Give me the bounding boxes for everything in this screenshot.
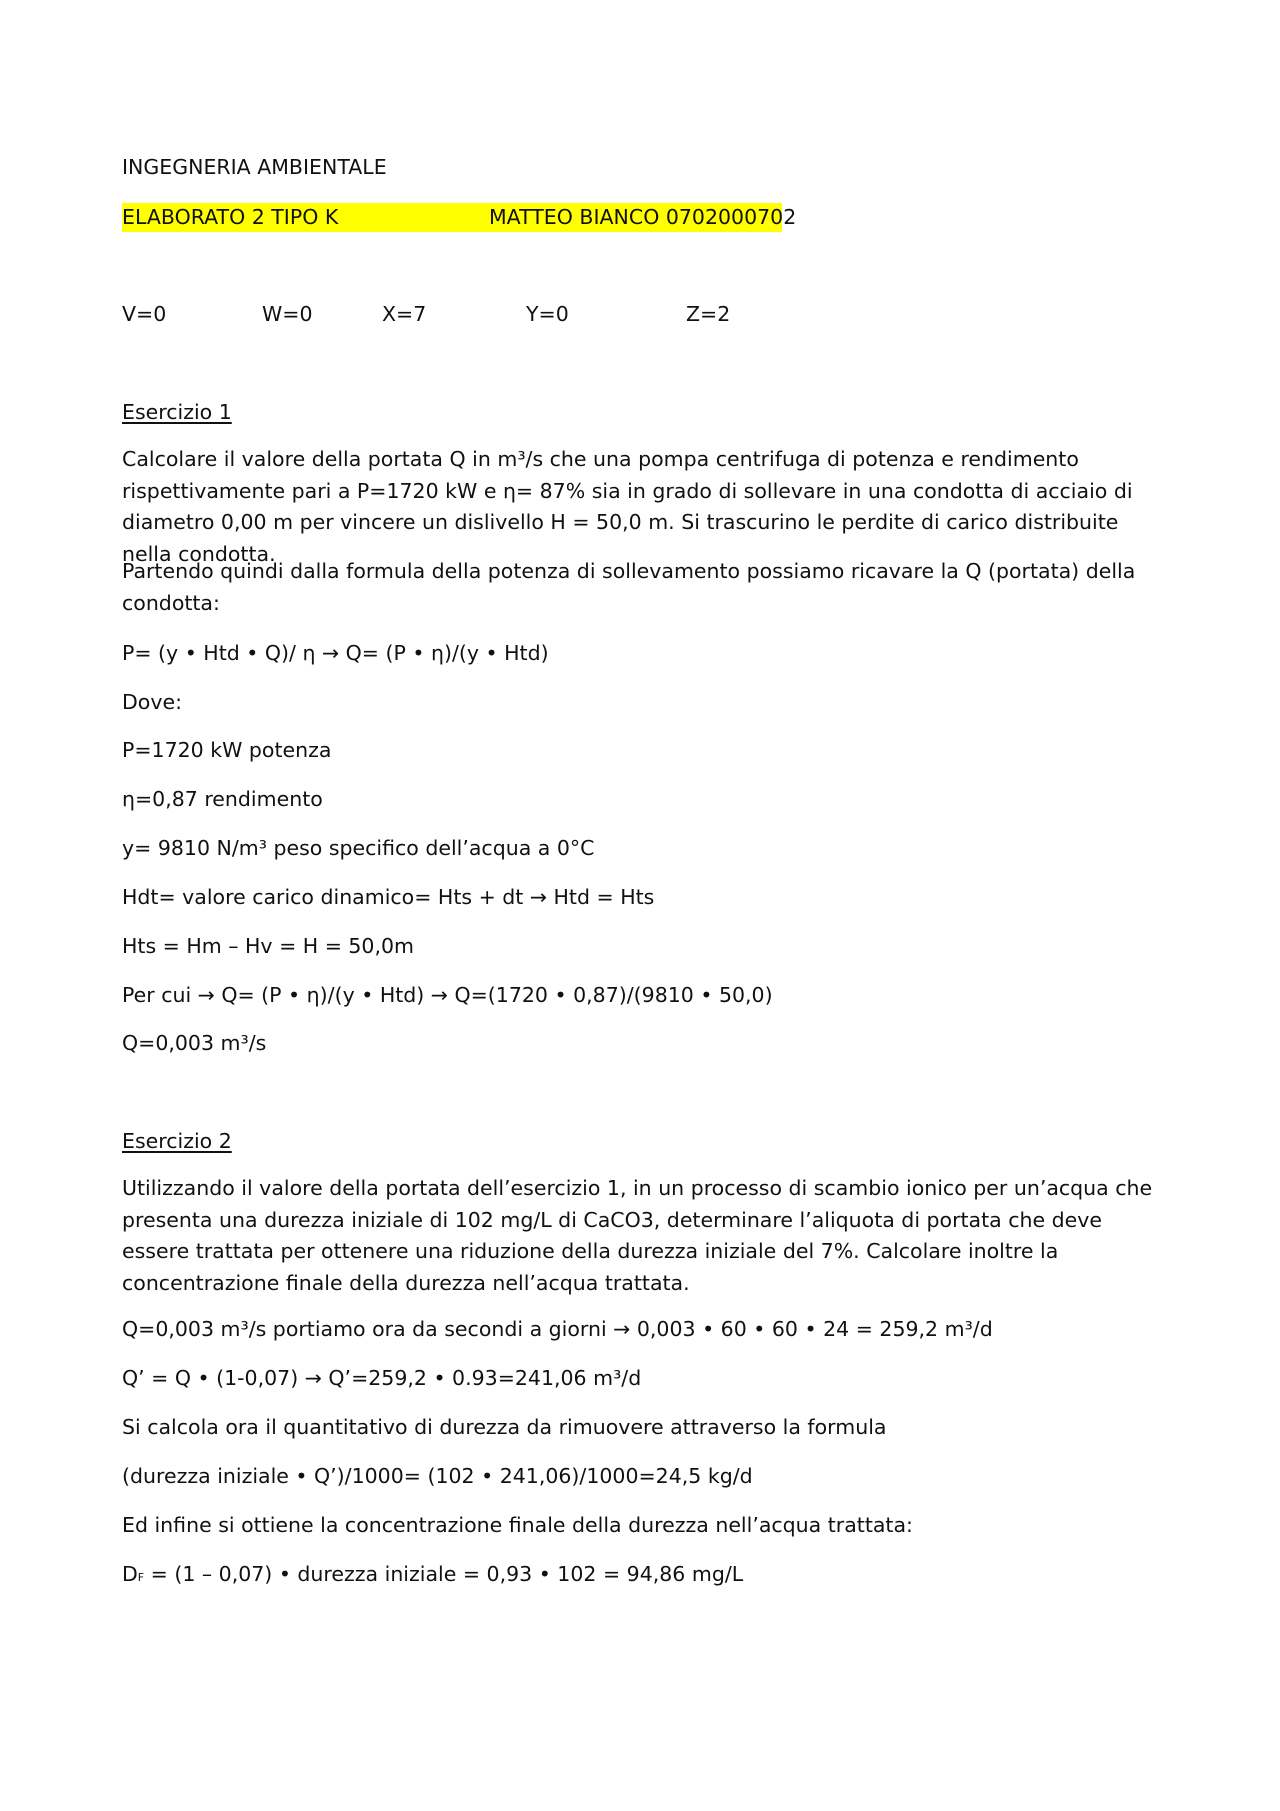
- exercise-1-dynamic-head: Hdt= valore carico dinamico= Hts + dt → Htd = Hts: [122, 885, 655, 909]
- exercise-1-heading: Esercizio 1: [122, 400, 232, 424]
- final-hardness-expression: = (1 – 0,07) • durezza iniziale = 0,93 • 102 = 94,86 mg/L: [144, 1562, 744, 1586]
- exercise-2-treated-flow: Q’ = Q • (1-0,07) → Q’=259,2 • 0.93=241,06 m³/d: [122, 1366, 642, 1390]
- exercise-1-where: Dove:: [122, 690, 182, 714]
- exercise-2-final-intro: Ed infine si ottiene la concentrazione finale della durezza nell’acqua trattata:: [122, 1513, 913, 1537]
- exercise-2-removal-intro: Si calcola ora il quantitativo di durezza da rimuovere attraverso la formula: [122, 1415, 887, 1439]
- final-hardness-subscript: F: [137, 1571, 145, 1584]
- exercise-1-static-head: Hts = Hm – Hv = H = 50,0m: [122, 934, 415, 958]
- exercise-1-formula: P= (y • Htd • Q)/ η → Q= (P • η)/(y • Htd): [122, 641, 549, 665]
- variable-x: X=7: [382, 302, 427, 326]
- exercise-1-substitution: Per cui → Q= (P • η)/(y • Htd) → Q=(1720 • 0,87)/(9810 • 50,0): [122, 983, 773, 1007]
- exercise-1-statement: Calcolare il valore della portata Q in m³/s che una pompa centrifuga di potenza e rendimento rispettivamente pari a P=1720 kW e η= 87% sia in grado di sollevare in una condotta di acciaio di diametro 0,00 m per vincere un dislivello H = 50,0 m. Si trascurino le perdite di carico distribuite nella condotta.: [122, 447, 1133, 566]
- variable-y: Y=0: [526, 302, 569, 326]
- assignment-title: ELABORATO 2 TIPO K: [122, 205, 339, 229]
- final-hardness-symbol: D: [122, 1562, 138, 1586]
- exercise-2-removal-formula: (durezza iniziale • Q’)/1000= (102 • 241,06)/1000=24,5 kg/d: [122, 1464, 753, 1488]
- exercise-1-result: Q=0,003 m³/s: [122, 1031, 267, 1055]
- exercise-2-statement: Utilizzando il valore della portata dell’esercizio 1, in un processo di scambio ionico per un’acqua che presenta una durezza iniziale di 102 mg/L di CaCO3, determinare l’aliquota di portata che deve essere trattata per ottenere una riduzione della durezza iniziale del 7%. Calcolare inoltre la concentrazione finale della durezza nell’acqua trattata.: [122, 1176, 1153, 1295]
- exercise-1-efficiency: η=0,87 rendimento: [122, 787, 323, 811]
- exercise-1-power: P=1720 kW potenza: [122, 738, 332, 762]
- course-title: INGEGNERIA AMBIENTALE: [122, 155, 387, 179]
- exercise-1-specific-weight: y= 9810 N/m³ peso specifico dell’acqua a 0°C: [122, 836, 595, 860]
- variable-z: Z=2: [686, 302, 731, 326]
- exercise-2-heading: Esercizio 2: [122, 1129, 232, 1153]
- student-name-id: MATTEO BIANCO 0702000702: [489, 205, 797, 229]
- variable-v: V=0: [122, 302, 167, 326]
- exercise-1-intro: Partendo quindi dalla formula della potenza di sollevamento possiamo ricavare la Q (portata) della condotta:: [122, 559, 1136, 615]
- exercise-2-final-formula: [122, 1562, 743, 1590]
- exercise-2-conversion: Q=0,003 m³/s portiamo ora da secondi a giorni → 0,003 • 60 • 60 • 24 = 259,2 m³/d: [122, 1317, 993, 1341]
- variable-w: W=0: [262, 302, 313, 326]
